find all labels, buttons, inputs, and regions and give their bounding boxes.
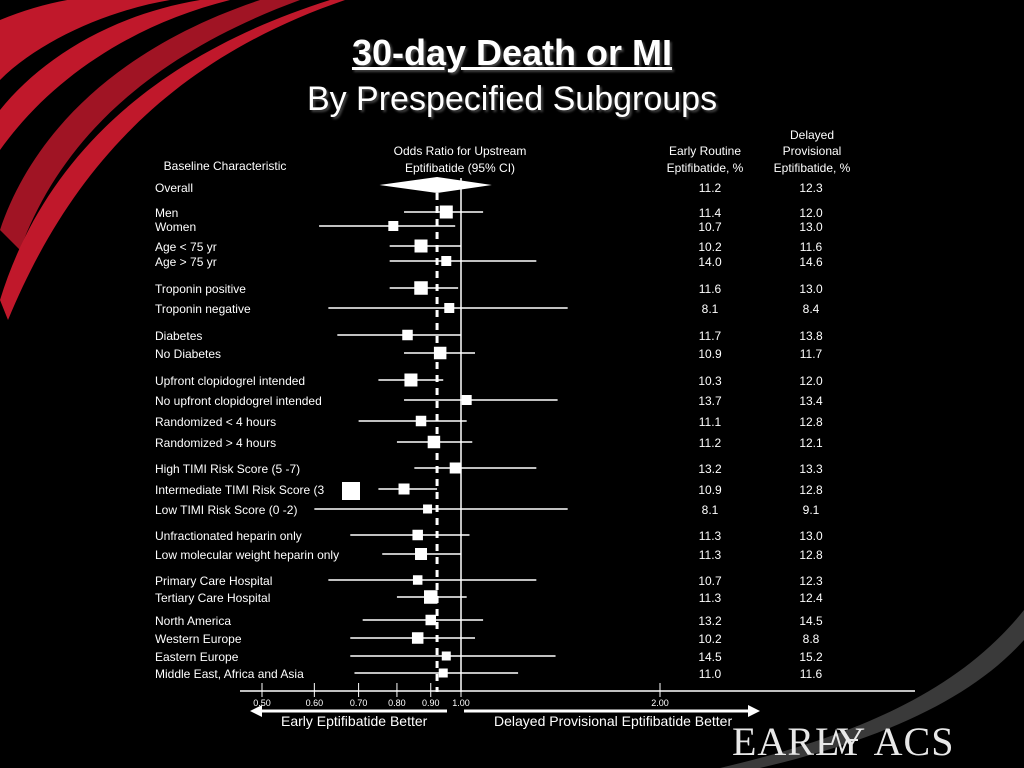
header-odds-ratio-line2: Eptifibatide (95% CI): [404, 161, 516, 175]
delayed-rate-value: 14.5: [799, 614, 823, 628]
delayed-rate-value: 14.6: [799, 255, 823, 269]
subgroup-label: Low molecular weight heparin only: [155, 548, 340, 562]
delayed-rate-value: 13.0: [799, 282, 823, 296]
early-rate-value: 13.2: [698, 462, 722, 476]
delayed-rate-value: 12.4: [799, 591, 823, 605]
header-early-line1: Early Routine: [668, 144, 742, 158]
subgroup-label: Middle East, Africa and Asia: [155, 667, 304, 681]
x-tick-label: 0.90: [421, 698, 440, 708]
header-delayed-line3: Eptifibatide, %: [773, 161, 851, 175]
subgroup-label: Primary Care Hospital: [155, 574, 273, 588]
subgroup-label: Diabetes: [155, 329, 203, 343]
subgroup-label: Age > 75 yr: [155, 255, 217, 269]
point-estimate-square: [434, 347, 447, 360]
subgroup-label: Unfractionated heparin only: [155, 529, 302, 543]
delayed-rate-value: 12.0: [799, 374, 823, 388]
delayed-better-arrowhead: [748, 705, 760, 717]
subgroup-label: North America: [155, 614, 232, 628]
legend-square-marker: [342, 482, 360, 500]
early-rate-value: 10.7: [698, 220, 722, 234]
subgroup-label: Men: [155, 206, 179, 220]
point-estimate-square: [399, 484, 410, 495]
point-estimate-square: [415, 240, 428, 253]
point-estimate-square: [404, 374, 417, 387]
point-estimate-square: [415, 548, 427, 560]
early-rate-value: 10.7: [698, 574, 722, 588]
subgroup-label: Troponin positive: [155, 282, 246, 296]
early-rate-value: 11.2: [698, 436, 722, 450]
early-rate-value: 11.1: [698, 415, 722, 429]
delayed-rate-value: 11.6: [799, 240, 823, 254]
delayed-rate-value: 13.0: [799, 529, 823, 543]
delayed-rate-value: 13.0: [799, 220, 823, 234]
delayed-rate-value: 9.1: [802, 503, 820, 517]
point-estimate-square: [412, 632, 424, 644]
point-estimate-square: [440, 206, 453, 219]
subgroup-label: Troponin negative: [155, 302, 251, 316]
point-estimate-square: [416, 416, 427, 427]
early-rate-value: 13.2: [698, 614, 722, 628]
subgroup-label: Overall: [155, 181, 194, 195]
point-estimate-square: [388, 221, 398, 231]
subgroup-label: No upfront clopidogrel intended: [155, 394, 322, 408]
header-baseline: Baseline Characteristic: [163, 159, 287, 173]
point-estimate-square: [423, 505, 432, 514]
early-rate-value: 10.2: [698, 632, 722, 646]
point-estimate-square: [414, 281, 428, 295]
early-rate-value: 11.7: [698, 329, 722, 343]
early-rate-value: 8.1: [701, 302, 719, 316]
subgroup-label: Eastern Europe: [155, 650, 239, 664]
x-tick-label: 0.70: [349, 698, 368, 708]
x-tick-label: 0.80: [388, 698, 406, 708]
delayed-rate-value: 12.8: [799, 548, 823, 562]
early-rate-value: 11.4: [698, 206, 722, 220]
point-estimate-square: [428, 436, 441, 449]
x-tick-label: 0.60: [305, 698, 324, 708]
subgroup-label: Low TIMI Risk Score (0 -2): [155, 503, 298, 517]
subgroup-label: Randomized < 4 hours: [155, 415, 277, 429]
header-delayed-line1: Delayed: [789, 128, 835, 142]
header-odds-ratio-line1: Odds Ratio for Upstream: [393, 144, 527, 158]
subgroup-label: High TIMI Risk Score (5 -7): [155, 462, 301, 476]
subgroup-label: Tertiary Care Hospital: [155, 591, 271, 605]
delayed-rate-value: 11.7: [799, 347, 823, 361]
point-estimate-square: [444, 303, 454, 313]
early-acs-logo: EARLY ACS: [732, 719, 955, 764]
subgroup-label: No Diabetes: [155, 347, 222, 361]
header-early-line2: Eptifibatide, %: [666, 161, 744, 175]
point-estimate-square: [413, 575, 423, 585]
subgroup-label: Upfront clopidogrel intended: [155, 374, 306, 388]
delayed-rate-value: 12.8: [799, 483, 823, 497]
delayed-rate-value: 13.3: [799, 462, 823, 476]
delayed-rate-value: 12.8: [799, 415, 823, 429]
delayed-rate-value: 15.2: [799, 650, 823, 664]
delayed-rate-value: 13.4: [799, 394, 823, 408]
early-rate-value: 11.0: [698, 667, 722, 681]
x-tick-label: 2.00: [651, 698, 669, 708]
point-estimate-square: [402, 330, 413, 341]
header-delayed-line2: Provisional: [782, 144, 842, 158]
slide-title: 30-day Death or MI: [351, 32, 673, 73]
early-rate-value: 8.1: [701, 503, 719, 517]
subgroup-label: Western Europe: [155, 632, 242, 646]
x-tick-label: 1.00: [452, 698, 470, 708]
point-estimate-square: [450, 463, 461, 474]
point-estimate-square: [426, 615, 437, 626]
delayed-better-label: Delayed Provisional Eptifibatide Better: [494, 713, 733, 729]
subgroup-label: Randomized > 4 hours: [155, 436, 277, 450]
delayed-rate-value: 12.1: [799, 436, 823, 450]
delayed-rate-value: 8.4: [802, 302, 820, 316]
early-rate-value: 11.3: [698, 548, 722, 562]
subgroup-label: Women: [155, 220, 197, 234]
delayed-rate-value: 12.3: [799, 574, 823, 588]
early-rate-value: 14.0: [698, 255, 722, 269]
point-estimate-square: [442, 652, 451, 661]
early-rate-value: 11.2: [698, 181, 722, 195]
early-rate-value: 10.9: [698, 347, 722, 361]
early-rate-value: 10.3: [698, 374, 722, 388]
early-rate-value: 13.7: [698, 394, 722, 408]
overall-diamond: [380, 177, 492, 193]
point-estimate-square: [412, 530, 423, 541]
point-estimate-square: [439, 669, 448, 678]
early-better-label: Early Eptifibatide Better: [281, 713, 428, 729]
delayed-rate-value: 8.8: [802, 632, 820, 646]
subgroup-label: Intermediate TIMI Risk Score (3: [155, 483, 325, 497]
point-estimate-square: [424, 590, 438, 604]
point-estimate-square: [441, 256, 451, 266]
early-rate-value: 11.6: [698, 282, 722, 296]
subgroup-label: Age < 75 yr: [155, 240, 217, 254]
early-rate-value: 14.5: [698, 650, 722, 664]
delayed-rate-value: 13.8: [799, 329, 823, 343]
delayed-rate-value: 12.0: [799, 206, 823, 220]
early-rate-value: 11.3: [698, 529, 722, 543]
slide-subtitle: By Prespecified Subgroups: [306, 80, 718, 118]
early-rate-value: 10.2: [698, 240, 722, 254]
x-tick-label: 0.50: [253, 698, 271, 708]
early-rate-value: 10.9: [698, 483, 722, 497]
point-estimate-square: [462, 395, 472, 405]
early-rate-value: 11.3: [698, 591, 722, 605]
delayed-rate-value: 12.3: [799, 181, 823, 195]
delayed-rate-value: 11.6: [799, 667, 823, 681]
